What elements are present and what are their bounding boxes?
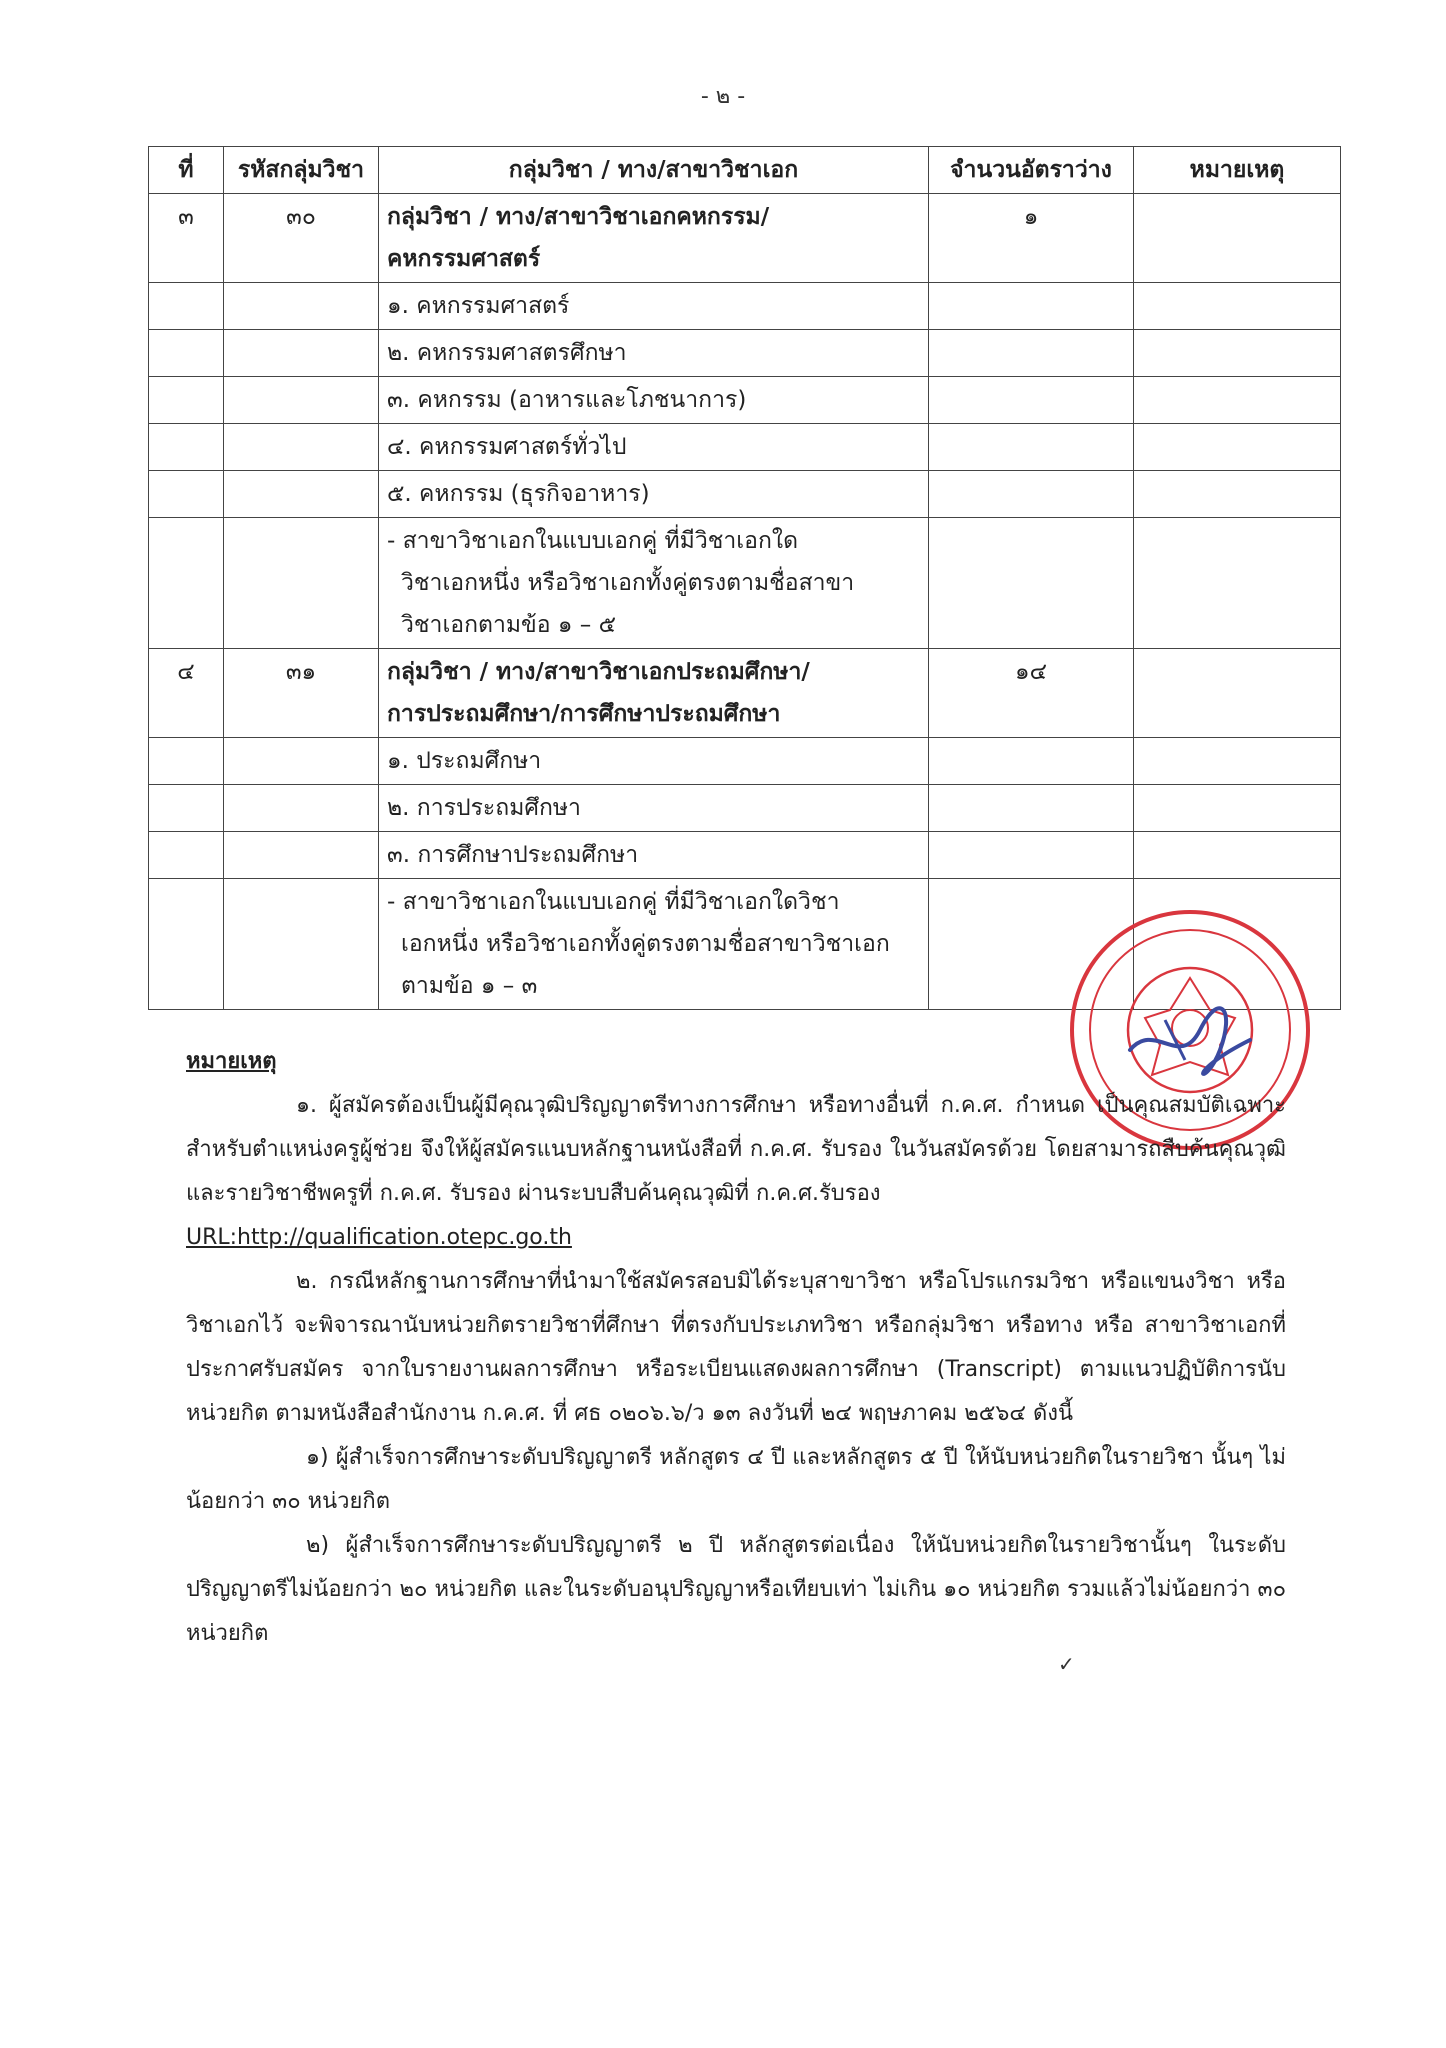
- remarks-section: [186, 1040, 1286, 1656]
- row-remark: [1134, 649, 1341, 738]
- group-title-line: กลุ่มวิชา / ทาง/สาขาวิชาเอกคหกรรม/: [387, 204, 770, 230]
- note-line: - สาขาวิชาเอกในแบบเอกคู่ ที่มีวิชาเอกใด: [387, 528, 799, 554]
- table-row: [149, 518, 1341, 649]
- remark-subparagraph: ๑) ผู้สำเร็จการศึกษาระดับปริญญาตรี หลักสูตร ๔ ปี และหลักสูตร ๕ ปี ให้นับหน่วยกิตในรายวิชา นั้นๆ ไม่น้อยกว่า ๓๐ หน่วยกิต: [186, 1445, 1286, 1514]
- check-mark-icon: ✓: [1058, 1652, 1075, 1676]
- remark-paragraph: ๒. กรณีหลักฐานการศึกษาที่นำมาใช้สมัครสอบมิได้ระบุสาขาวิชา หรือโปรแกรมวิชา หรือแขนงวิชา หรือวิชาเอกไว้ จะพิจารณานับหน่วยกิตรายวิชาที่ศึกษา ที่ตรงกับประเภทวิชา หรือกลุ่มวิชา หรือทาง หรือ สาขาวิชาเอกที่ประกาศรับสมัคร จากใบรายงานผลการศึกษา หรือระเบียนแสดงผลการศึกษา (Transcript) ตามแนวปฏิบัติการนับหน่วยกิต ตามหนังสือสำนักงาน ก.ค.ศ. ที่ ศธ ๐๒๐๖.๖/ว ๑๓ ลงวันที่ ๒๔ พฤษภาคม ๒๕๖๔ ดังนี้: [186, 1269, 1286, 1426]
- list-item: ๒. การประถมศึกษา: [379, 785, 929, 832]
- list-item: ๑. คหกรรมศาสตร์: [379, 283, 929, 330]
- row-vacancies: ๑: [929, 194, 1134, 283]
- note-line: วิชาเอกตามข้อ ๑ – ๕: [401, 612, 617, 638]
- row-group-title: [379, 194, 929, 283]
- group-title-line: การประถมศึกษา/การศึกษาประถมศึกษา: [387, 701, 781, 727]
- list-item: ๒. คหกรรมศาสตรศึกษา: [379, 330, 929, 377]
- group-note: [379, 518, 929, 649]
- row-remark: [1134, 194, 1341, 283]
- header-remark: หมายเหตุ: [1134, 147, 1341, 194]
- qualification-url-link[interactable]: URL:http://qualification.otepc.go.th: [186, 1225, 572, 1250]
- row-group-title: [379, 649, 929, 738]
- remark-text: ๑. ผู้สมัครต้องเป็นผู้มีคุณวุฒิปริญญาตรีทางการศึกษา หรือทางอื่นที่ ก.ค.ศ. กำหนด เป็นคุณสมบัติเฉพาะสำหรับตำแหน่งครูผู้ช่วย จึงให้ผู้สมัครแนบหลักฐานหนังสือที่ ก.ค.ศ. รับรอง ในวันสมัครด้วย โดยสามารถสืบค้นคุณวุฒิและรายวิชาชีพครูที่ ก.ค.ศ. รับรอง ผ่านระบบสืบค้นคุณวุฒิที่ ก.ค.ศ.รับรอง: [186, 1093, 1286, 1206]
- header-vacancies: จำนวนอัตราว่าง: [929, 147, 1134, 194]
- list-item: ๓. คหกรรม (อาหารและโภชนาการ): [379, 377, 929, 424]
- group-note: [379, 879, 929, 1010]
- header-no: ที่: [149, 147, 224, 194]
- table-header-row: [149, 147, 1341, 194]
- list-item: ๔. คหกรรมศาสตร์ทั่วไป: [379, 424, 929, 471]
- table-row: [149, 283, 1341, 330]
- note-line: ตามข้อ ๑ – ๓: [401, 973, 538, 999]
- table-row: [149, 194, 1341, 283]
- table-row: [149, 649, 1341, 738]
- table-row: [149, 785, 1341, 832]
- vacancy-table: [148, 146, 1341, 1010]
- header-subject-group: กลุ่มวิชา / ทาง/สาขาวิชาเอก: [379, 147, 929, 194]
- row-code: ๓๐: [224, 194, 379, 283]
- list-item: ๕. คหกรรม (ธุรกิจอาหาร): [379, 471, 929, 518]
- table-row: [149, 330, 1341, 377]
- table-row: [149, 424, 1341, 471]
- row-vacancies: ๑๔: [929, 649, 1134, 738]
- list-item: ๑. ประถมศึกษา: [379, 738, 929, 785]
- table-row: [149, 738, 1341, 785]
- remark-subparagraph: ๒) ผู้สำเร็จการศึกษาระดับปริญญาตรี ๒ ปี หลักสูตรต่อเนื่อง ให้นับหน่วยกิตในรายวิชานั้นๆ ในระดับปริญญาตรีไม่น้อยกว่า ๒๐ หน่วยกิต และในระดับอนุปริญญาหรือเทียบเท่า ไม่เกิน ๑๐ หน่วยกิต รวมแล้วไม่น้อยกว่า ๓๐ หน่วยกิต: [186, 1533, 1286, 1646]
- note-line: เอกหนึ่ง หรือวิชาเอกทั้งคู่ตรงตามชื่อสาขาวิชาเอก: [401, 931, 890, 957]
- table-row: [149, 832, 1341, 879]
- list-item: ๓. การศึกษาประถมศึกษา: [379, 832, 929, 879]
- group-title-line: กลุ่มวิชา / ทาง/สาขาวิชาเอกประถมศึกษา/: [387, 659, 810, 685]
- group-title-line: คหกรรมศาสตร์: [387, 246, 541, 272]
- table-row: [149, 377, 1341, 424]
- row-no: ๓: [149, 194, 224, 283]
- page-number: - ๒ -: [700, 84, 746, 109]
- table-row: [149, 471, 1341, 518]
- row-no: ๔: [149, 649, 224, 738]
- header-code: รหัสกลุ่มวิชา: [224, 147, 379, 194]
- note-line: วิชาเอกหนึ่ง หรือวิชาเอกทั้งคู่ตรงตามชื่อสาขา: [401, 570, 855, 596]
- remark-paragraph: [186, 1084, 1286, 1260]
- row-code: ๓๑: [224, 649, 379, 738]
- note-line: - สาขาวิชาเอกในแบบเอกคู่ ที่มีวิชาเอกใดวิชา: [387, 889, 840, 915]
- remarks-title: หมายเหตุ: [186, 1049, 277, 1074]
